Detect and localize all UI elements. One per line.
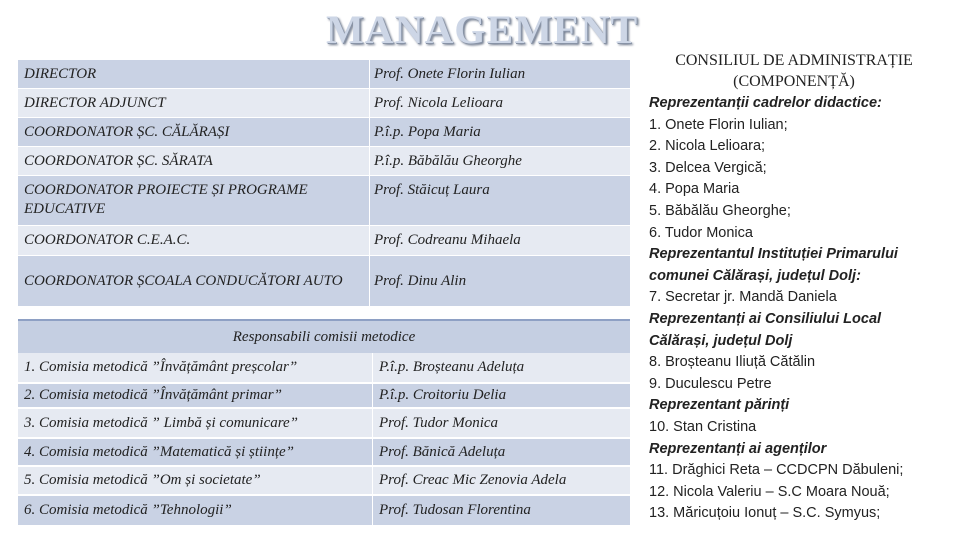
council-section-heading: Reprezentanți ai agenților — [649, 440, 827, 457]
table-row — [18, 496, 630, 527]
committee-cell: 4. Comisia metodică ”Matematică și științe” — [18, 439, 373, 465]
council-section-heading: Reprezentantul Instituției Primarului — [649, 246, 898, 263]
table-row — [18, 439, 630, 467]
table-row — [18, 176, 630, 226]
person-cell: P.î.p. Broșteanu Adeluța — [379, 359, 525, 375]
committee-cell: 1. Comisia metodică ”Învățământ preșcolar” — [18, 353, 373, 382]
person-cell: Prof. Nicola Lelioara — [374, 94, 504, 111]
council-subtitle-line: (COMPONENȚĂ) — [733, 73, 855, 90]
committee-cell: 3. Comisia metodică ” Limbă și comunicare” — [18, 409, 373, 437]
committee-cell: 6. Comisia metodică ”Tehnologii” — [18, 496, 373, 525]
council-member: 12. Nicola Valeriu – S.C Moara Nouă; — [649, 483, 890, 500]
person-cell: Prof. Onete Florin Iulian — [374, 65, 526, 82]
council-member: 8. Broșteanu Iliuță Cătălin — [649, 354, 816, 371]
person-cell: Prof. Bănică Adeluța — [379, 443, 506, 460]
role-cell: COORDONATOR ȘCOALA CONDUCĂTORI AUTO — [18, 256, 370, 306]
role-cell: DIRECTOR — [18, 60, 370, 88]
council-section-heading: Reprezentanți ai Consiliului Local — [649, 310, 882, 327]
committee-cell: 2. Comisia metodică ”Învățământ primar” — [18, 384, 373, 407]
council-member: 1. Onete Florin Iulian; — [649, 116, 788, 133]
person-cell: P.î.p. Croitoriu Delia — [379, 387, 507, 403]
table-row — [18, 147, 630, 176]
table-row — [18, 384, 630, 409]
person-cell: Prof. Stăicuț Laura — [374, 182, 490, 198]
council-member: 6. Tudor Monica — [649, 224, 753, 241]
role-cell: COORDONATOR ȘC. CĂLĂRAȘI — [18, 118, 370, 146]
council-title-line: CONSILIUL DE ADMINISTRAȚIE — [675, 52, 913, 69]
council-member: 5. Băbălău Gheorghe; — [649, 202, 791, 219]
table-row — [18, 256, 630, 306]
role-cell: COORDONATOR PROIECTE ȘI PROGRAME EDUCATIVE — [18, 176, 370, 225]
council-section-heading: Reprezentant părinți — [649, 397, 790, 414]
council-section-heading: Călărași, județul Dolj — [649, 332, 793, 349]
table-row — [18, 409, 630, 439]
person-cell: Prof. Codreanu Mihaela — [374, 232, 521, 248]
table-row — [18, 353, 630, 384]
table-row — [18, 118, 630, 147]
committees-header: Responsabili comisii metodice — [18, 319, 630, 353]
table-row — [18, 60, 630, 89]
person-cell: Prof. Creac Mic Zenovia Adela — [379, 472, 567, 488]
council-member: 13. Măricuțoiu Ionuț – S.C. Symyus; — [649, 505, 881, 522]
table-row — [18, 89, 630, 118]
person-cell: P.î.p. Băbălău Gheorghe — [374, 152, 522, 169]
council-member: 4. Popa Maria — [649, 181, 740, 198]
table-row — [18, 226, 630, 256]
person-cell: Prof. Dinu Alin — [374, 272, 467, 289]
council-member: 3. Delcea Vergică; — [649, 159, 767, 176]
council-list — [649, 93, 949, 525]
council-member: 10. Stan Cristina — [649, 418, 757, 435]
person-cell: P.î.p. Popa Maria — [374, 123, 481, 140]
committee-cell: 5. Comisia metodică ”Om și societate” — [18, 467, 373, 494]
role-cell: COORDONATOR ȘC. SĂRATA — [18, 147, 370, 175]
role-cell: DIRECTOR ADJUNCT — [18, 89, 370, 117]
council-title — [648, 50, 940, 92]
role-cell: COORDONATOR C.E.A.C. — [18, 226, 370, 255]
table-row — [18, 467, 630, 496]
council-section-heading: Reprezentanții cadrelor didactice: — [649, 95, 882, 111]
council-member: 9. Duculescu Petre — [649, 375, 772, 392]
page-title: MANAGEMENT — [326, 7, 639, 52]
council-member: 7. Secretar jr. Mandă Daniela — [649, 289, 837, 306]
council-member: 2. Nicola Lelioara; — [649, 138, 766, 155]
person-cell: Prof. Tudor Monica — [379, 414, 499, 431]
council-section-heading: comunei Călărași, județul Dolj: — [649, 267, 861, 284]
person-cell: Prof. Tudosan Florentina — [379, 502, 531, 518]
council-member: 11. Drăghici Reta – CCDCPN Dăbuleni; — [649, 462, 904, 479]
